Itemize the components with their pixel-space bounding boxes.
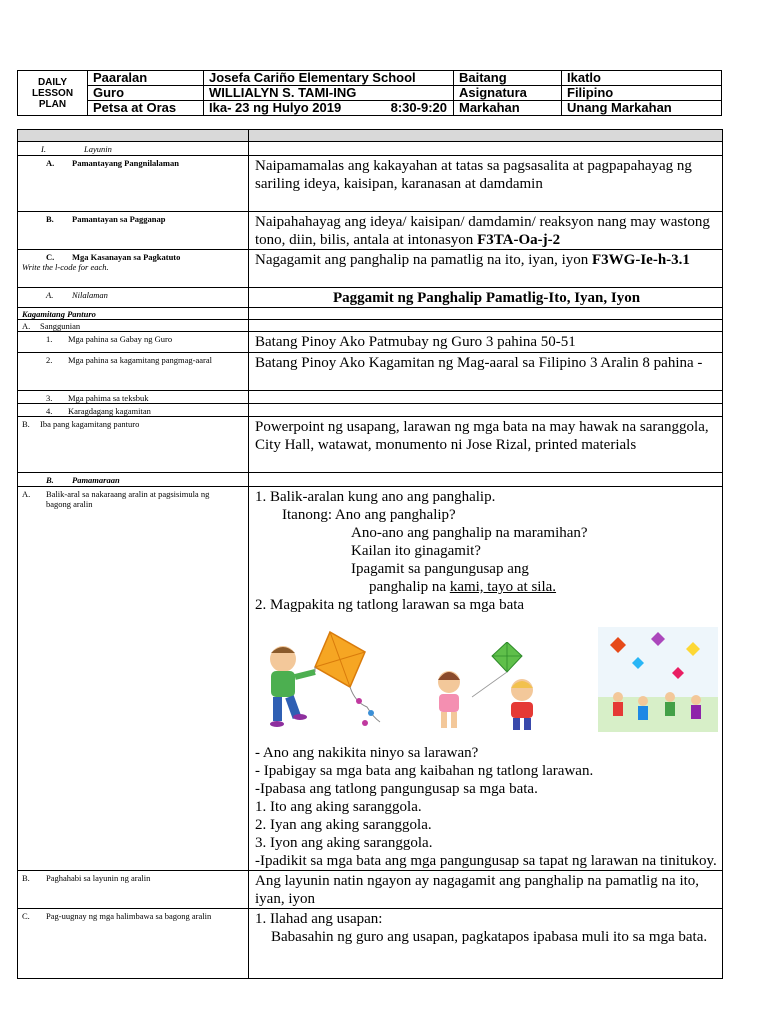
balik-line-9: - Ipabigay sa mga bata ang kaibahan ng tatlong larawan. (255, 763, 594, 779)
pictures-row (255, 622, 718, 732)
kagamitan-label: Kagamitang Panturo (22, 309, 96, 319)
karagdagang-label: Karagdagang kagamitan (68, 406, 151, 416)
pag-uugnay-line-1: 1. Ilahad ang usapan: (255, 911, 383, 927)
balik-line-13: 3. Iyon ang aking saranggola. (255, 835, 433, 851)
balik-line-6b: kami, tayo at sila. (449, 579, 557, 595)
paghahabi-row (18, 871, 723, 909)
iba-row (18, 417, 723, 473)
time-value: 8:30-9:20 (390, 100, 447, 115)
layunin-num: I. (41, 144, 46, 154)
balik-line-12: 2. Iyan ang aking saranggola. (255, 817, 432, 833)
pangmag-num: 2. (46, 355, 53, 365)
balik-line-6 (255, 578, 718, 596)
sanggunian-label: Sanggunian (40, 321, 81, 331)
balik-row (18, 487, 723, 871)
quarter-label: Markahan (454, 101, 562, 116)
balik-line-11: 1. Ito ang aking saranggola. (255, 799, 422, 815)
balik-line-8: - Ano ang nakikita ninyo sa larawan? (255, 745, 479, 761)
date-label: Petsa at Oras (88, 101, 204, 116)
pangnilalaman-text: Naipamamalas ang kakayahan at tatas sa pagsasalita at pagpapahayag ng sariling ideya, kaisipan, karanasan at damdamin (255, 158, 692, 192)
kasanayan-text: Nagagamit ang panghalip na pamatlig na ito, iyan, iyon (255, 252, 589, 268)
teksbuk-row (18, 391, 723, 404)
subject-label: Asignatura (454, 86, 562, 101)
teksbuk-num: 3. (46, 393, 53, 403)
iba-num: B. (22, 419, 30, 429)
balik-num: A. (22, 489, 31, 499)
gabay-label: Mga pahina sa Gabay ng Guro (68, 334, 173, 344)
pag-uugnay-line-2: Babasahin ng guro ang usapan, pagkatapos ipabasa muli ito sa mga bata. (271, 929, 708, 945)
nilalaman-label: Nilalaman (72, 290, 108, 300)
pangnilalaman-label: Pamantayang Pangnilalaman (72, 158, 179, 168)
iba-text: Powerpoint ng usapang, larawan ng mga bata na may hawak na saranggola, City Hall, watawat, monumento ni Jose Rizal, printed materials (255, 419, 709, 453)
kasanayan-row (18, 250, 723, 288)
grade-label: Baitang (454, 71, 562, 86)
karagdagang-row (18, 404, 723, 417)
kasanayan-code: F3WG-Ie-h-3.1 (592, 252, 690, 268)
header-table (17, 70, 722, 116)
boy-with-kite-image (255, 627, 385, 732)
balik-line-5: Ipagamit sa pangungusap ang (351, 561, 529, 577)
balik-line-7: 2. Magpakita ng tatlong larawan sa mga bata (255, 597, 525, 613)
kasanayan-label: Mga Kasanayan sa Pagkatuto (72, 252, 181, 262)
kids-flying-kites-image (598, 627, 718, 732)
balik-line-4: Kailan ito ginagamit? (351, 543, 481, 559)
pag-uugnay-num: C. (22, 911, 30, 921)
grade-value: Ikatlo (562, 71, 722, 86)
daily-lesson-plan-label: DAILY LESSON PLAN (18, 71, 88, 116)
pagganap-row (18, 212, 723, 250)
pamamaraan-row (18, 473, 723, 487)
sanggunian-num: A. (22, 321, 31, 331)
balik-line-10: -Ipabasa ang tatlong pangungusap sa mga bata. (255, 781, 538, 797)
lesson-plan-table (17, 129, 723, 979)
balik-line-2: Itanong: Ano ang panghalip? (282, 507, 456, 523)
pangmag-row (18, 353, 723, 391)
pangnilalaman-row (18, 156, 723, 212)
school-label: Paaralan (88, 71, 204, 86)
balik-line-3: Ano-ano ang panghalip na maramihan? (351, 525, 588, 541)
pagganap-label: Pamantayan sa Pagganap (72, 214, 166, 224)
layunin-row (18, 142, 723, 156)
iba-label: Iba pang kagamitang panturo (40, 419, 140, 429)
kagamitan-row (18, 308, 723, 320)
children-with-kite-image (427, 642, 557, 732)
kasanayan-note: Write the l-code for each. (22, 262, 109, 272)
paghahabi-num: B. (22, 873, 30, 883)
balik-line-6a: panghalip na (369, 579, 450, 595)
pagganap-num: B. (46, 214, 54, 224)
paghahabi-text: Ang layunin natin ngayon ay nagagamit ang panghalip na pamatlig na ito, iyan, iyon (255, 873, 700, 907)
nilalaman-num: A. (46, 290, 54, 300)
pangmag-text: Batang Pinoy Ako Kagamitan ng Mag-aaral sa Filipino 3 Aralin 8 pahina - (255, 355, 703, 371)
teksbuk-label: Mga pahima sa teksbuk (68, 393, 149, 403)
teacher-value: WILLIALYN S. TAMI-ING (204, 86, 454, 101)
balik-label: Balik-aral sa nakaraang aralin at pagsisimula ng bagong aralin (46, 489, 210, 509)
subject-value: Filipino (562, 86, 722, 101)
sanggunian-row (18, 320, 723, 332)
quarter-value: Unang Markahan (562, 101, 722, 116)
pamamaraan-num: B. (46, 475, 54, 485)
pagganap-text: Naipahahayag ang ideya/ kaisipan/ damdamin/ reaksyon nang may wastong tono, diin, bilis, antala at intonasyon (255, 214, 710, 248)
layunin-label: Layunin (84, 144, 112, 154)
date-value: Ika- 23 ng Hulyo 2019 (209, 100, 342, 115)
pangnilalaman-num: A. (46, 158, 55, 168)
nilalaman-text: Paggamit ng Panghalip Pamatlig-Ito, Iyan, Iyon (332, 290, 641, 306)
date-cell (204, 101, 454, 116)
pagganap-code: F3TA-Oa-j-2 (477, 232, 561, 248)
paghahabi-label: Paghahabi sa layunin ng aralin (46, 873, 151, 883)
shaded-header-row (18, 130, 723, 142)
gabay-num: 1. (46, 334, 53, 344)
balik-line-14: -Ipadikit sa mga bata ang mga pangungusap sa tapat ng larawan na tinitukoy. (255, 853, 717, 869)
teacher-label: Guro (88, 86, 204, 101)
pag-uugnay-row (18, 909, 723, 979)
gabay-row (18, 332, 723, 353)
pamamaraan-label: Pamamaraan (72, 475, 120, 485)
pag-uugnay-label: Pag-uugnay ng mga halimbawa sa bagong aralin (46, 911, 212, 921)
school-value: Josefa Cariño Elementary School (204, 71, 454, 86)
balik-line-1: 1. Balik-aralan kung ano ang panghalip. (255, 489, 496, 505)
karagdagang-num: 4. (46, 406, 53, 416)
gabay-text: Batang Pinoy Ako Patmubay ng Guro 3 pahina 50-51 (255, 334, 576, 350)
kasanayan-num: C. (46, 252, 55, 262)
nilalaman-row (18, 288, 723, 308)
pangmag-label: Mga pahina sa kagamitang pangmag-aaral (68, 355, 212, 365)
